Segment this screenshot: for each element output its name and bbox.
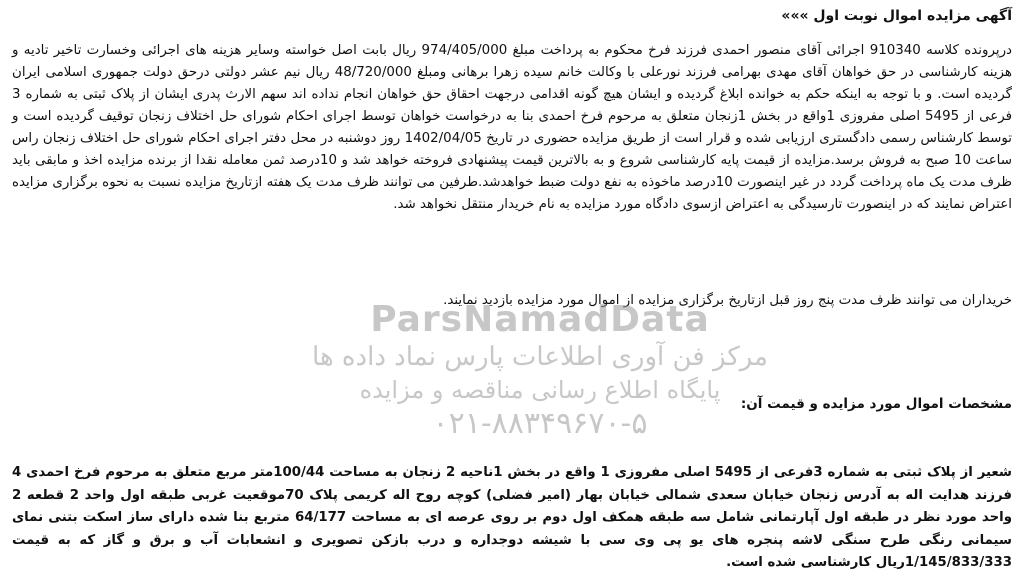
- watermark-line1: مرکز فن آوری اطلاعات پارس نماد داده ها: [312, 342, 768, 372]
- visit-paragraph: خریداران می توانند ظرف مدت پنج روز قبل ازتاریخ برگزاری مزایده از اموال مورد مزایده بازدید نمایند.: [443, 293, 1012, 308]
- watermark: [300, 300, 780, 475]
- specs-paragraph: شعیر از پلاک ثبتی به شماره 3فرعی از 5495 اصلی مفروزی 1 واقع در بخش 1ناحیه 2 زنجان به مساحت 100/44متر مربع متعلق به مرحوم فرخ احمدی 4 فرزند هدایت اله به آدرس زنجان خیابان سعدی شمالی خیابان بهار (امیر فضلی) کوچه روح اله کریمی پلاک 70موقعیت غربی طبقه اول واحد 2 قطعه 2 واحد مورد نظر در طبقه اول آپارتمانی شامل سه طبقه همکف اول دوم بر روی عرصه ای به مساحت 64/177 متربع بنا شده دارای ساز اسکت بتنی نمای سیمانی رنگی طرح سنگی لاشه پنجره های یو پی وی سی با شیشه دوجداره و درب بازکن تصویری و انشعابات آب و برق و گاز که به قیمت 1/145/833/333ریال کارشناسی شده است.: [12, 465, 1013, 570]
- notice-heading: آگهی مزایده اموال نوبت اول »»»: [781, 8, 1012, 24]
- watermark-phone: ۰۲۱-۸۸۳۴۹۶۷۰-۵: [432, 406, 648, 441]
- watermark-line2: پایگاه اطلاع رسانی مناقصه و مزایده: [359, 376, 721, 404]
- specs-title: مشخصات اموال مورد مزایده و قیمت آن:: [740, 396, 1012, 412]
- watermark-brand: ParsNamadData: [370, 299, 710, 340]
- case-paragraph: درپرونده کلاسه 910340 اجرائی آقای منصور احمدی فرزند فرخ محکوم به پرداخت مبلغ 974/405/000 ریال بابت اصل خواسته وسایر هزینه های اجرائی وخسارت تاخیر تادیه و هزینه کارشناسی در حق خواهان آقای مهدی بهرامی فرزند نورعلی با وکالت خانم سیده زهرا برهانی ومبلغ 48/720/000 ریال نیم عشر دولتی درحق دولت جمهوری اسلامی ایران گردیده است. و با توجه به اینکه حکم به خوانده ابلاغ گردیده و ایشان هیچ گونه اقدامی درجهت احقاق حق خواهان انجام نداده اند سهم الارث پدری ایشان از پلاک ثبتی به شماره 3 فرعی از 5495 اصلی مفروزی 1واقع در بخش 1زنجان متعلق به مرحوم فرخ احمدی بنا به درخواست خواهان توسط اجرای احکام شورای حل اختلاف زنجان توقیف گردیده است و توسط کارشناس رسمی دادگستری ارزیابی شده و قرار است از طریق مزایده حضوری در تاریخ 1402/04/05 روز دوشنبه در محل دفتر اجرای احکام شورای حل اختلاف زنجان راس ساعت 10 صبح به فروش برسد.مزایده از قیمت پایه کارشناسی شروع و به بالاترین قیمت پیشنهادی فروخته خواهد شد و 10درصد ثمن معامله نقدا از برنده مزایده اخذ و مابقی باید ظرف مدت یک ماه پرداخت گردد در غیر اینصورت 10درصد ماخوذه به نفع دولت ضبط خواهدشد.طرفین می توانند ظرف مدت یک هفته ازتاریخ مزایده نسبت به نحوه برگزاری مزایده اعتراض نمایند که در اینصورت تارسیدگی به اعتراض ازسوی دادگاه مورد مزایده به نام خریدار منتقل نخواهد شد.: [12, 43, 1013, 212]
